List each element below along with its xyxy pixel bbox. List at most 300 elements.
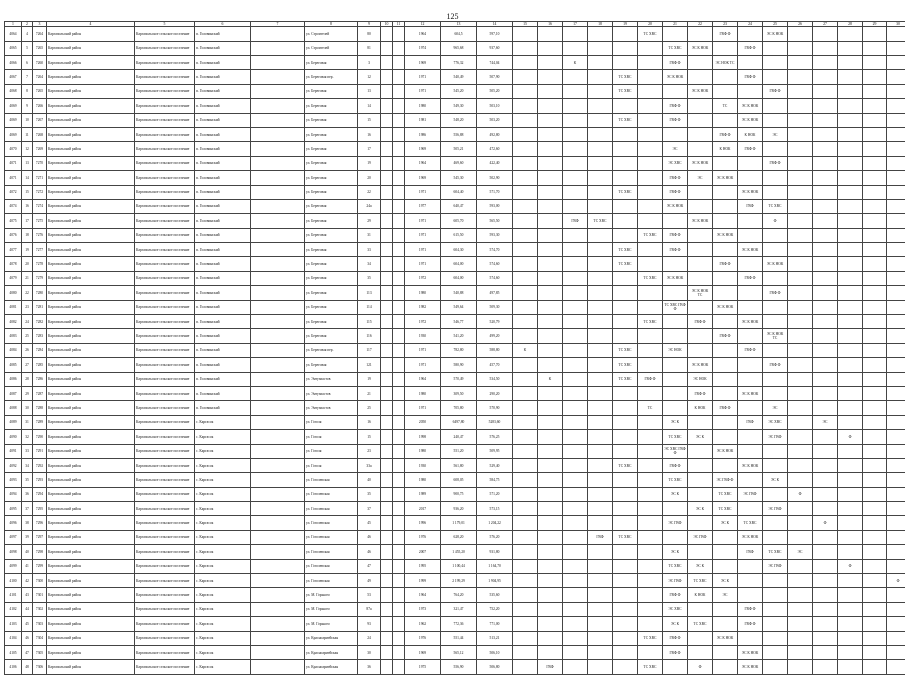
table-cell (887, 127, 905, 141)
table-cell (251, 55, 305, 69)
table-cell: ул. Береговая (305, 286, 358, 300)
table-cell (638, 84, 663, 98)
table-cell (813, 588, 838, 602)
table-cell (713, 386, 738, 400)
table-cell: 321,47 (441, 602, 477, 616)
table-cell (863, 430, 887, 444)
table-cell: 35 (358, 487, 381, 501)
table-cell: с. Каргасок (195, 559, 251, 573)
table-row (5, 487, 905, 501)
table-cell: ЭС К НОК ТС (763, 329, 788, 343)
table-cell: 4070 (5, 142, 22, 156)
table-cell: ул. Береговая (305, 171, 358, 185)
table-cell: 574,60 (477, 271, 513, 285)
table-cell (613, 646, 638, 660)
table-cell: Каргапольский район (47, 473, 135, 487)
table-cell: Ф (788, 487, 813, 501)
table-cell (381, 444, 393, 458)
table-cell (763, 171, 788, 185)
table-cell: 113 (358, 286, 381, 300)
table-cell: 1980 (405, 444, 441, 458)
table-cell: ЭС К НОК (713, 444, 738, 458)
table-cell (381, 228, 393, 242)
table-cell (763, 631, 788, 645)
table-cell (381, 257, 393, 271)
table-cell: 540,88 (441, 286, 477, 300)
table-cell (393, 660, 405, 674)
table-cell: Каргапольский район (47, 315, 135, 329)
table-cell (393, 199, 405, 213)
table-cell: 7270 (33, 156, 47, 170)
table-cell (393, 257, 405, 271)
table-cell: 4104 (5, 631, 22, 645)
table-cell (688, 257, 713, 271)
table-cell: ЭС К НОК (738, 113, 763, 127)
table-cell: ГВФ (738, 415, 763, 429)
table-cell (738, 588, 763, 602)
table-row (5, 329, 905, 343)
table-cell: 36 (22, 487, 33, 501)
table-cell (393, 99, 405, 113)
table-cell (813, 41, 838, 55)
table-cell (588, 228, 613, 242)
table-row (5, 27, 905, 41)
table-cell (887, 458, 905, 472)
table-cell: ЭС К (688, 430, 713, 444)
table-cell: 21 (358, 386, 381, 400)
table-cell (613, 430, 638, 444)
table-cell (738, 257, 763, 271)
table-cell: п. Головинский (195, 199, 251, 213)
table-cell (381, 27, 393, 41)
table-cell (863, 199, 887, 213)
table-cell (863, 401, 887, 415)
table-cell (813, 343, 838, 357)
table-cell: с. Каргасок (195, 502, 251, 516)
table-cell (638, 214, 663, 228)
table-cell (381, 127, 393, 141)
table-cell (813, 214, 838, 228)
table-cell (251, 574, 305, 588)
table-row (5, 185, 905, 199)
table-cell: Каргапольское сельское поселение (135, 602, 195, 616)
table-cell (638, 70, 663, 84)
table-cell: 1971 (405, 214, 441, 228)
column-number: 4 (47, 22, 135, 27)
table-cell (588, 99, 613, 113)
table-cell (738, 286, 763, 300)
table-cell (763, 617, 788, 631)
table-cell: с. Каргасок (195, 660, 251, 674)
table-cell (613, 516, 638, 530)
table-cell (381, 271, 393, 285)
table-cell: 20 (358, 171, 381, 185)
table-cell: ГВФ Ф (713, 27, 738, 41)
table-cell (688, 55, 713, 69)
table-cell: 31 (358, 228, 381, 242)
table-cell (393, 516, 405, 530)
table-cell (638, 358, 663, 372)
table-cell (563, 530, 588, 544)
table-cell: ТС ХВС (638, 27, 663, 41)
table-cell: 7264 (33, 27, 47, 41)
table-cell (613, 55, 638, 69)
table-cell (251, 386, 305, 400)
table-cell: 6497,80 (441, 415, 477, 429)
table-cell: ул. Гоголевская (305, 559, 358, 573)
table-row (5, 286, 905, 300)
table-cell (251, 530, 305, 544)
table-cell: 937,60 (477, 41, 513, 55)
table-cell: ЭС К НОК (688, 214, 713, 228)
table-cell (688, 631, 713, 645)
table-cell (788, 415, 813, 429)
table-cell (863, 358, 887, 372)
table-cell (813, 386, 838, 400)
table-cell (863, 444, 887, 458)
table-cell (613, 286, 638, 300)
table-cell: ЭС (688, 171, 713, 185)
table-cell (588, 156, 613, 170)
table-cell: ул. Береговая (305, 271, 358, 285)
table-cell: 1980 (405, 386, 441, 400)
table-cell (813, 156, 838, 170)
table-cell: 7278 (33, 257, 47, 271)
table-cell (513, 199, 538, 213)
table-cell (393, 300, 405, 314)
table-cell: ЭС К НОК (738, 646, 763, 660)
table-cell (813, 502, 838, 516)
table-cell (513, 430, 538, 444)
table-cell (613, 315, 638, 329)
table-cell (393, 602, 405, 616)
table-cell (563, 588, 588, 602)
table-cell: 4072 (5, 185, 22, 199)
table-cell (788, 271, 813, 285)
table-cell: 597,10 (477, 27, 513, 41)
table-cell: 1976 (405, 631, 441, 645)
table-cell: ТС ХВС (663, 430, 688, 444)
table-cell (713, 286, 738, 300)
table-cell (563, 358, 588, 372)
table-cell (251, 631, 305, 645)
table-cell: 7281 (33, 300, 47, 314)
table-cell: ГВФ (538, 660, 563, 674)
table-cell (613, 41, 638, 55)
table-cell (838, 502, 863, 516)
table-cell (663, 660, 688, 674)
table-cell: ГВФ Ф (738, 617, 763, 631)
table-cell (638, 415, 663, 429)
table-cell: 507,90 (477, 70, 513, 84)
table-row (5, 559, 905, 573)
table-cell (393, 372, 405, 386)
table-cell (887, 660, 905, 674)
table-cell (838, 171, 863, 185)
table-cell (538, 502, 563, 516)
table-cell (838, 660, 863, 674)
table-cell: 1972 (405, 315, 441, 329)
table-cell (638, 199, 663, 213)
table-row (5, 588, 905, 602)
table-cell (863, 300, 887, 314)
table-cell: ТС ХВС (613, 343, 638, 357)
table-cell: 1996 (405, 516, 441, 530)
table-cell (393, 646, 405, 660)
table-cell (513, 372, 538, 386)
table-cell (763, 458, 788, 472)
table-cell: 584,75 (477, 473, 513, 487)
table-cell (788, 588, 813, 602)
table-cell: 7271 (33, 171, 47, 185)
table-cell (513, 300, 538, 314)
table-cell (563, 199, 588, 213)
table-cell (688, 473, 713, 487)
table-cell (563, 300, 588, 314)
table-cell (813, 127, 838, 141)
table-cell (588, 574, 613, 588)
table-cell: 541,20 (441, 329, 477, 343)
table-cell: 38 (22, 516, 33, 530)
table-cell: 744,04 (477, 55, 513, 69)
table-cell (393, 444, 405, 458)
table-cell (838, 156, 863, 170)
table-cell (813, 185, 838, 199)
table-cell: 7265 (33, 41, 47, 55)
table-cell: с. Каргасок (195, 574, 251, 588)
table-cell (887, 358, 905, 372)
table-cell: 4086 (5, 372, 22, 386)
table-cell (713, 113, 738, 127)
table-cell (393, 559, 405, 573)
table-cell (588, 55, 613, 69)
table-cell (887, 415, 905, 429)
table-cell (381, 458, 393, 472)
table-cell: 1 164,70 (477, 559, 513, 573)
table-cell (613, 559, 638, 573)
table-cell (538, 588, 563, 602)
table-cell: ул. Гоголя (305, 430, 358, 444)
table-row (5, 574, 905, 588)
table-cell: 19 (358, 372, 381, 386)
table-cell: 1995 (405, 559, 441, 573)
table-cell: 4103 (5, 617, 22, 631)
table-cell (813, 113, 838, 127)
table-cell (738, 473, 763, 487)
table-cell (863, 602, 887, 616)
table-cell: 309,50 (441, 386, 477, 400)
table-cell (788, 228, 813, 242)
table-cell (838, 545, 863, 559)
table-cell: 1972 (405, 271, 441, 285)
table-cell: Каргапольское сельское поселение (135, 171, 195, 185)
table-cell: ул. Береговая (305, 127, 358, 141)
table-cell (588, 473, 613, 487)
table-cell: ул. Береговая (305, 243, 358, 257)
table-cell: 513,21 (477, 631, 513, 645)
table-cell: ЭС (713, 588, 738, 602)
table-cell (863, 55, 887, 69)
table-cell: 472,60 (477, 142, 513, 156)
table-cell (538, 228, 563, 242)
table-cell (513, 473, 538, 487)
table-cell: Каргапольское сельское поселение (135, 243, 195, 257)
table-cell: 42 (22, 574, 33, 588)
table-cell (788, 530, 813, 544)
table-cell: 604,00 (441, 271, 477, 285)
table-cell (538, 401, 563, 415)
table-cell: 16 (358, 415, 381, 429)
table-row (5, 41, 905, 55)
table-cell: 1980 (405, 473, 441, 487)
table-cell: Каргапольский район (47, 646, 135, 660)
table-cell: 4075 (5, 214, 22, 228)
table-cell: ул. М. Горького (305, 588, 358, 602)
table-cell (788, 70, 813, 84)
table-cell (863, 502, 887, 516)
table-cell (887, 228, 905, 242)
table-cell (588, 243, 613, 257)
table-cell: ЭС К НОК (688, 358, 713, 372)
table-cell (838, 602, 863, 616)
table-cell (738, 430, 763, 444)
table-cell (513, 228, 538, 242)
table-cell: ул. Береговая (305, 113, 358, 127)
table-cell: 4080 (5, 286, 22, 300)
table-cell: 7296 (33, 516, 47, 530)
table-cell: Каргапольское сельское поселение (135, 516, 195, 530)
table-cell (251, 315, 305, 329)
table-cell (588, 415, 613, 429)
table-cell (638, 286, 663, 300)
table-cell (538, 214, 563, 228)
table-cell: Каргапольское сельское поселение (135, 257, 195, 271)
table-cell: п. Головинский (195, 286, 251, 300)
table-cell: Каргапольское сельское поселение (135, 142, 195, 156)
table-cell (788, 386, 813, 400)
table-cell: п. Головинский (195, 271, 251, 285)
table-cell: ул. Береговая (305, 358, 358, 372)
table-cell (393, 545, 405, 559)
table-cell (538, 99, 563, 113)
table-cell (713, 617, 738, 631)
table-cell: Ф (887, 574, 905, 588)
table-cell: ЭС К НОК (713, 171, 738, 185)
table-cell: ЭС К (663, 545, 688, 559)
table-cell (588, 430, 613, 444)
table-cell (863, 559, 887, 573)
table-cell (563, 646, 588, 660)
table-cell (663, 502, 688, 516)
table-cell (887, 386, 905, 400)
table-cell: 565,12 (441, 646, 477, 660)
table-cell: п. Головинский (195, 127, 251, 141)
table-cell: 7279 (33, 271, 47, 285)
table-cell (713, 545, 738, 559)
table-cell: 4098 (5, 545, 22, 559)
table-cell: ГВФ Ф (763, 358, 788, 372)
table-cell: Каргапольский район (47, 329, 135, 343)
table-cell: 7290 (33, 430, 47, 444)
table-cell: 290,20 (477, 386, 513, 400)
table-cell: 608,05 (441, 473, 477, 487)
table-cell (563, 271, 588, 285)
column-number: 22 (688, 22, 713, 27)
table-cell (513, 458, 538, 472)
table-cell (251, 127, 305, 141)
table-cell (251, 516, 305, 530)
table-cell: ЭС НОК (663, 343, 688, 357)
table-row (5, 243, 905, 257)
table-row (5, 530, 905, 544)
table-cell (813, 660, 838, 674)
table-cell (813, 142, 838, 156)
table-cell: 116 (358, 329, 381, 343)
table-cell: Каргапольское сельское поселение (135, 617, 195, 631)
table-cell: 7286 (33, 372, 47, 386)
table-cell: 4074 (5, 199, 22, 213)
table-cell: 24 (22, 315, 33, 329)
table-cell: 571,20 (477, 487, 513, 501)
table-cell: ЭС К НОК (688, 41, 713, 55)
table-cell (613, 214, 638, 228)
table-cell (838, 473, 863, 487)
table-cell (638, 386, 663, 400)
table-cell: 7287 (33, 386, 47, 400)
table-cell: 22 (358, 185, 381, 199)
table-cell: Каргапольский район (47, 602, 135, 616)
table-cell: ГВФ Ф (738, 343, 763, 357)
table-cell: 14 (358, 99, 381, 113)
table-cell (887, 602, 905, 616)
table-cell: п. Головинский (195, 386, 251, 400)
table-cell: 44 (22, 602, 33, 616)
table-cell (563, 171, 588, 185)
table-cell (713, 660, 738, 674)
table-cell (613, 602, 638, 616)
table-cell: 561,80 (441, 458, 477, 472)
table-cell: ЭС К НОК (663, 70, 688, 84)
table-cell (538, 300, 563, 314)
table-cell (513, 444, 538, 458)
table-row (5, 84, 905, 98)
table-cell (563, 99, 588, 113)
table-cell (588, 142, 613, 156)
table-cell (513, 617, 538, 631)
table-cell (613, 401, 638, 415)
table-cell: Каргапольский район (47, 401, 135, 415)
table-cell (251, 99, 305, 113)
table-cell (738, 631, 763, 645)
table-cell (588, 545, 613, 559)
table-cell (381, 372, 393, 386)
table-cell: 570,90 (477, 401, 513, 415)
table-cell: 43 (22, 588, 33, 602)
table-cell (393, 84, 405, 98)
table-cell (738, 55, 763, 69)
table-cell: с. Каргасок (195, 588, 251, 602)
table-cell (538, 84, 563, 98)
table-cell (538, 415, 563, 429)
table-cell: Каргапольское сельское поселение (135, 156, 195, 170)
table-cell (381, 156, 393, 170)
table-cell: 503,10 (477, 99, 513, 113)
table-cell: 4099 (5, 559, 22, 573)
column-number: 6 (195, 22, 251, 27)
table-cell (863, 329, 887, 343)
table-cell (513, 545, 538, 559)
table-row (5, 127, 905, 141)
